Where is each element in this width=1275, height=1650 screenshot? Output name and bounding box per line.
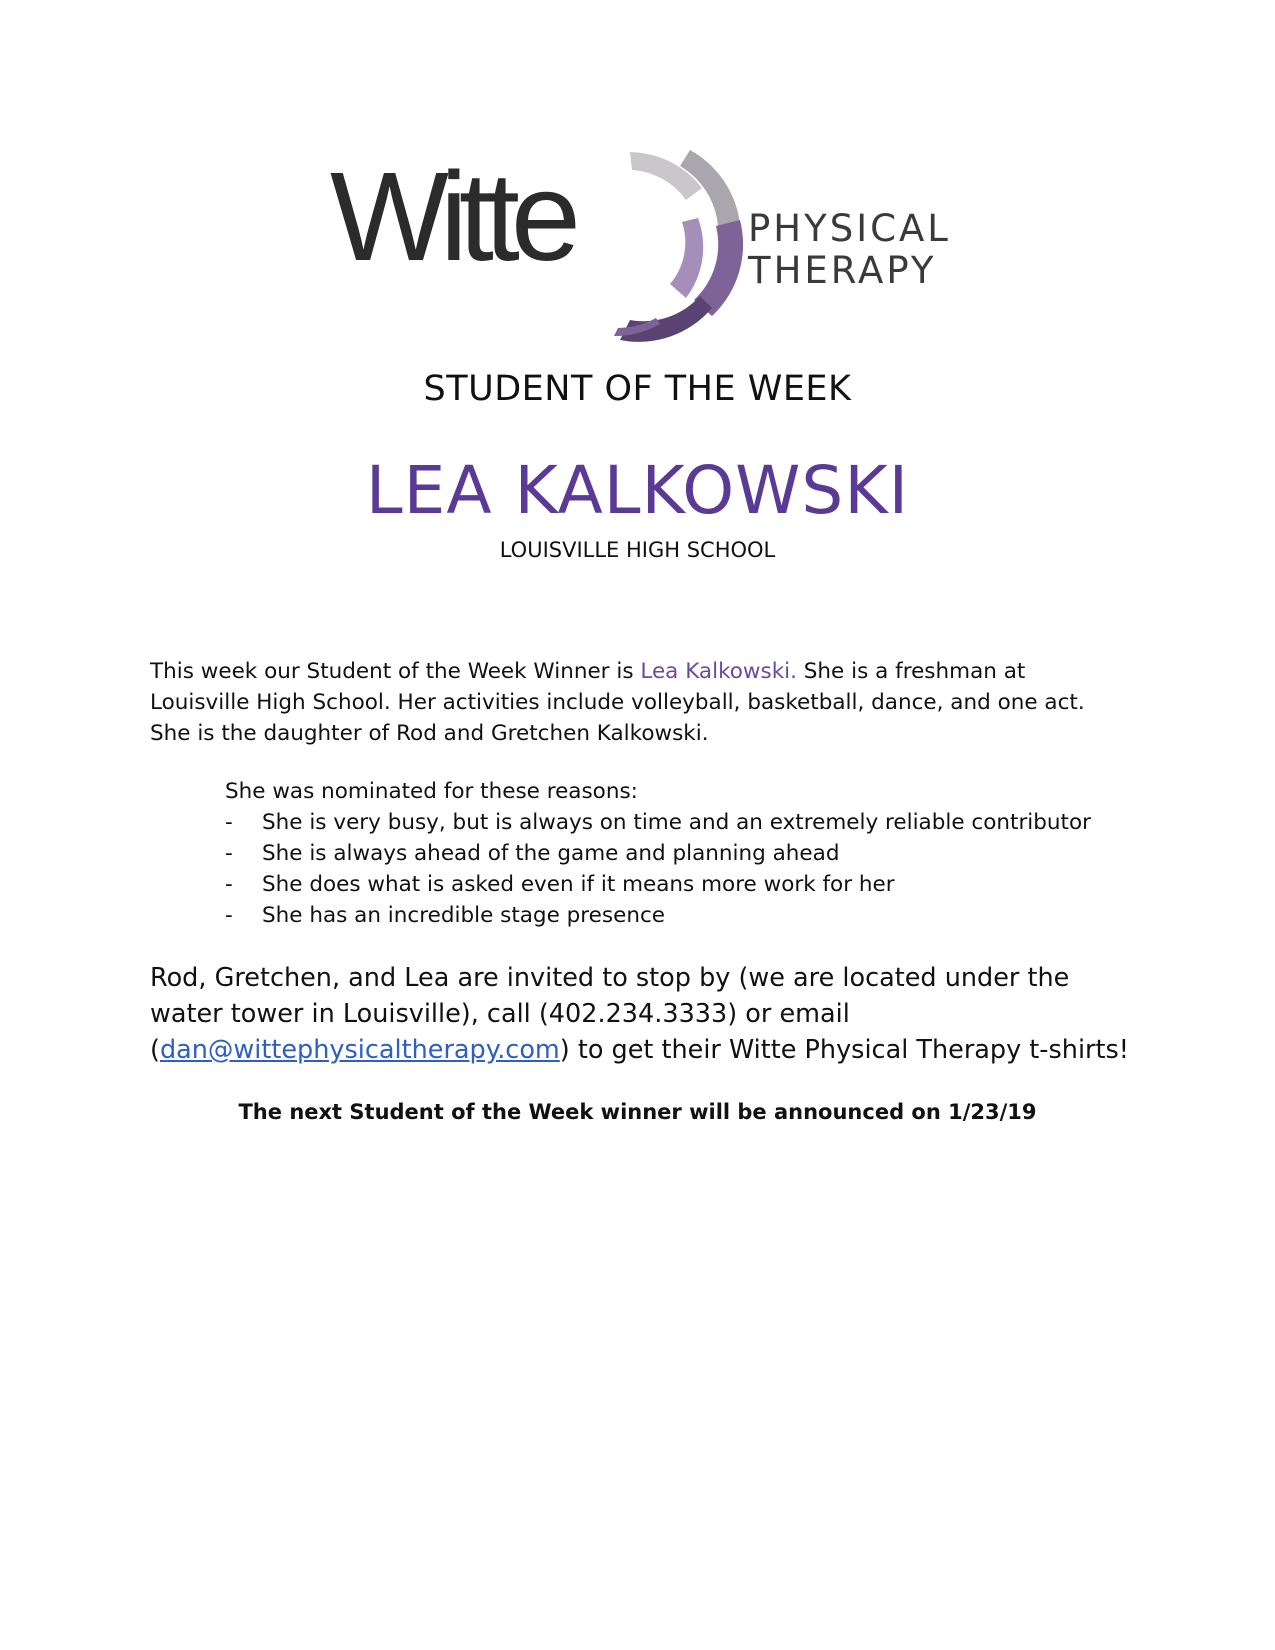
logo-tagline-line1: PHYSICAL bbox=[748, 207, 951, 250]
page-title: STUDENT OF THE WEEK bbox=[423, 369, 852, 409]
logo-arc-segment-lightpurple bbox=[670, 218, 703, 298]
list-item bbox=[225, 838, 1105, 869]
reason-text: She has an incredible stage presence bbox=[262, 903, 665, 928]
intro-rest: She is a freshman at Louisville High School. Her activities include volleyball, basketball, dance, and one act. She is the daughter of Rod and Gretchen Kalkowski. bbox=[150, 659, 1085, 746]
logo-arc-segment-darkpurple bbox=[620, 296, 712, 342]
student-name: LEA KALKOWSKI bbox=[365, 452, 910, 529]
nomination-reasons bbox=[225, 776, 1105, 931]
invite-text-after: ) to get their Witte Physical Therapy t-shirts! bbox=[559, 1035, 1130, 1065]
bullet-dash: - bbox=[225, 841, 233, 866]
invite-text-before: Rod, Gretchen, and Lea are invited to stop by (we are located under the water tower in Louisville), call (402.234.3333) or email ( bbox=[150, 963, 1070, 1065]
reason-text: She does what is asked even if it means more work for her bbox=[262, 872, 895, 897]
next-announcement: The next Student of the Week winner will be announced on 1/23/19 bbox=[238, 1100, 1037, 1124]
intro-prefix: This week our Student of the Week Winner is bbox=[150, 659, 641, 684]
logo-tagline-line2: THERAPY bbox=[748, 249, 937, 292]
school-name: LOUISVILLE HIGH SCHOOL bbox=[499, 538, 776, 562]
reason-text: She is always ahead of the game and planning ahead bbox=[262, 841, 840, 866]
list-item bbox=[225, 900, 1105, 931]
bullet-dash: - bbox=[225, 903, 233, 928]
reasons-heading: She was nominated for these reasons: bbox=[225, 779, 638, 804]
logo-arc-icon bbox=[590, 148, 750, 343]
list-item bbox=[225, 869, 1105, 900]
witte-logo bbox=[330, 148, 950, 343]
intro-paragraph bbox=[150, 656, 1130, 749]
logo-tagline bbox=[748, 208, 951, 292]
reason-text: She is very busy, but is always on time and an extremely reliable contributor bbox=[262, 810, 1091, 835]
list-item bbox=[225, 807, 1105, 838]
bullet-dash: - bbox=[225, 810, 233, 835]
invite-paragraph bbox=[150, 960, 1140, 1068]
intro-student-name: Lea Kalkowski. bbox=[640, 659, 797, 684]
email-link[interactable]: dan@wittephysicaltherapy.com bbox=[159, 1035, 560, 1065]
logo-wordmark: Witte bbox=[330, 146, 573, 287]
bullet-dash: - bbox=[225, 872, 233, 897]
